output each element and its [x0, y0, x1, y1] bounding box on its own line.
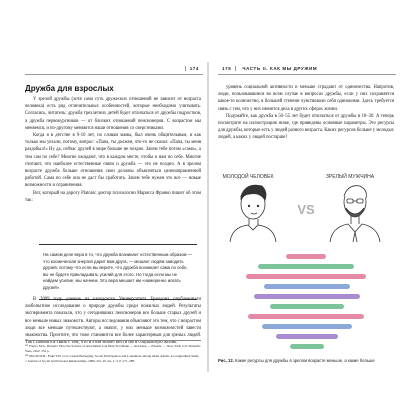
- paragraph: В 2009 году ученые из канадского Университета Брандона опубликовали любопытное исследование о природе дружбы среди пожилых людей. Результаты эксперимента показали, что у сегодняшних пенсионеров все больше старых друзей и все меньше новых знакомств. Авторы исследования объясняют это тем, что с возрастом люди все меньше путешествуют, а значит, у них меньше возможностей завести знакомства. Прочтите, что тоже становится все более характерным для зрелых людей. Так становится связь с тем, что в этом может вести им в социальную жизнь.: [25, 297, 201, 346]
- right-body: [218, 84, 394, 142]
- vs-label: VS: [297, 202, 315, 217]
- comparison-bar: [290, 344, 324, 349]
- book-spine: [207, 62, 209, 372]
- mature-man-label: ЗРЕЛЫЙ МУЖЧИНА: [325, 174, 375, 180]
- footnotes: [25, 340, 201, 364]
- figure-caption: [218, 358, 394, 364]
- paragraph: У зрелой дружбы (хотя сама суть дружеских отношений не зависит от возраста человека) есть ряд отличительных особенностей, которые необходимо учитывать. Согласись, читатель: дружба трехлетних детей будет отличаться от дружбы подростков, а дружба первокурсников — от близких отношений пенсионеров. С возрастом мы меняемся, и по-другому меняются наши отношения со сверстниками.: [25, 97, 201, 131]
- comparison-bars: [246, 254, 366, 349]
- footnote: ¹⁵⁴ Merrill M.B., Fiske T.H. et al. Casual Belonging: Social Participation and Loneliness among Older Adults. A Longitudinal Study // Journal of Social and Personal Relationships. 2009. Vol. 26. Iss. 2–3. P. 271–288.: [25, 354, 199, 363]
- left-body-bottom: [25, 296, 201, 346]
- comparison-bar: [254, 294, 360, 299]
- comparison-bar: [264, 284, 350, 289]
- caption-text: Какие ресурсы для дружбы в зрелом возрасте меньше, а какие больше: [235, 358, 375, 363]
- right-header: [218, 62, 396, 75]
- young-person-label: МОЛОДОЙ ЧЕЛОВЕК: [222, 174, 274, 180]
- pull-quote: На самом деле вера в то, что дружба возникает естественным образом — что космическая энергия дарит вам друга, — мешает людям заводить друзей, потому что если вы верите, что дружба возникает сама по себе, вы не будете прикладывать усилий для этого. Но тогда если мы не найдем усилие, мы начнем. Это вера мешает им «намеренно искать друзей».: [39, 244, 197, 300]
- comparison-bar: [248, 314, 364, 319]
- comparison-bar: [276, 334, 338, 339]
- left-page-number: 174: [185, 66, 203, 71]
- paragraph: Вот, который на дорогу Platonic доктор психологии Марисса Франко пишет об этом так:: [25, 190, 201, 203]
- right-page-number: 175: [218, 66, 236, 71]
- paragraph: Подумайте, как дружба в 50–55 лет будет отличаться от дружбы в 18–30. А теперь посмотрите на иллюстрацию ниже, где приведены основные параметры. Это ресурсы для дружбы, которые есть у людей разного возраста. Каких ресурсов больше у молодых людей, а каких у людей постарше?: [218, 113, 394, 141]
- left-page: [25, 62, 203, 372]
- comparison-bar: [286, 254, 326, 259]
- comparison-bar: [246, 274, 366, 279]
- left-body-top: [25, 96, 201, 204]
- left-header: [25, 62, 203, 75]
- right-page: [218, 62, 396, 372]
- running-head: ЧАСТЬ II. КАК МЫ ДРУЖИМ: [242, 65, 318, 71]
- mature-man-icon: [330, 186, 380, 242]
- comparison-bar: [270, 304, 344, 309]
- paragraph: Когда я в детстве в 9-10 лет, по словам мамы, был очень общительным, и как только мы уехали, потому, вопрос: «Папа, ты должен, что-то не сказал: «Папа, ты меня раздобыл!» Ну да, сейчас друзей в мире больше не поздно. Зачем тебе потом «само», а тем сам по себе? Многие ожидают, что в каждом месте, чтобы к нам по себе. Многие считают, что наиболее естественные связи и дружба — это не поздно. А в зрелом возрасте дружба больше отношения свои должны объясняться целенаправленной работой. Сама по себе она не даст бы сработать. Зачем тебе нужен это все — новые возможности и ограничения.: [25, 133, 201, 189]
- comparison-bar: [258, 264, 354, 269]
- caption-prefix: Рис. 12.: [218, 358, 234, 363]
- section-title: Дружба для взрослых: [25, 84, 114, 93]
- comparison-bar: [262, 324, 352, 329]
- young-person-icon: [230, 185, 276, 242]
- paragraph: уровень социальной активности и меньше страдают от одиночества. Напротив, люди, пользовавшиеся во всем случае в вопросах дружбы, если у них сохраняется какое-то количество, в большей степени чувствовали себя одинокими. Здесь требуется связь с тем, что у них имеются дела в других сферах жизни.: [218, 85, 394, 112]
- footnote: ¹⁵³ Franco M.G. Platonic: How the Science of Attachment Can Help You Make — and Keep — Friends. — New York: G.P. Putnam's Sons, 2022. 352 p.: [25, 344, 201, 353]
- figure-illustration: [218, 170, 396, 355]
